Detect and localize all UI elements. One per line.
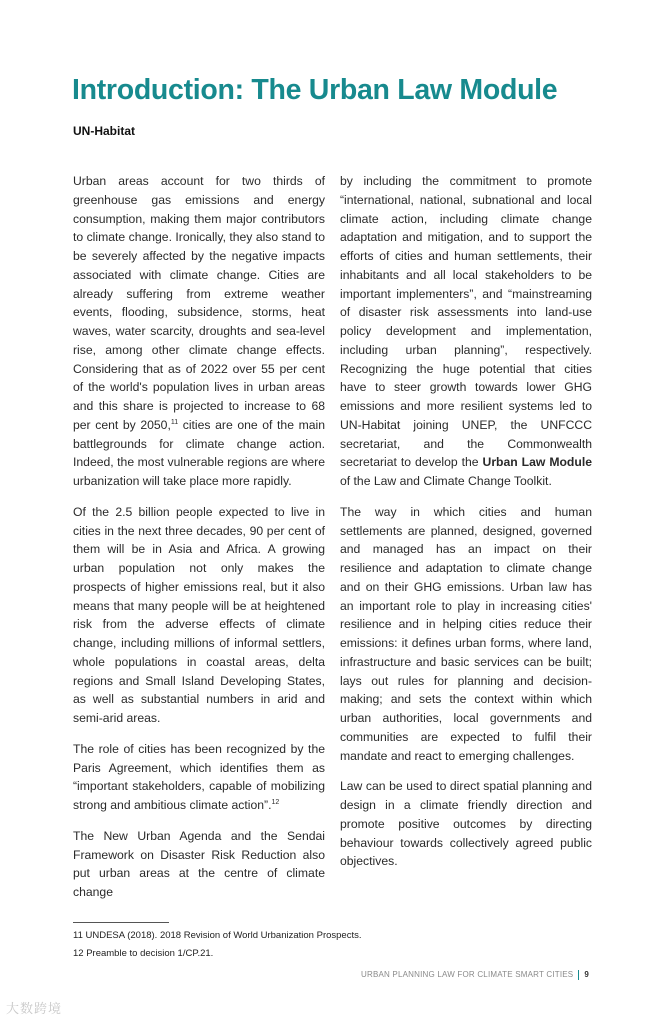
emphasis: Urban Law Module	[482, 455, 592, 470]
paragraph: The New Urban Agenda and the Sendai Framework on Disaster Risk Reduction also put urban areas at the centre of climate change	[73, 828, 325, 899]
paragraph: by including the commitment to promote “international, national, subnational and local climate action, including climate change adaptation and mitigation, and to support the efforts of cities and human settlements, their inhabitants and all local stakeholders to be important implementers”, and “mainstreaming of disaster risk assessments into land-use policy development and implementation, including urban planning”, respectively. Recognizing the huge potential that cities have to steer growth towards lower GHG emissions and more resilient systems led to UN-Habitat joining UNEP, the UNFCCC secretariat, and the Commonwealth secretariat to develop the Urban Law Module of the Law and Climate Change Toolkit.	[340, 174, 592, 488]
footnote-ref[interactable]: 12	[271, 798, 280, 806]
page-footer	[72, 969, 592, 981]
paragraph: Urban areas account for two thirds of greenhouse gas emissions and energy consumption, making them major contributors to climate change. Ironically, they also stand to be severely affected by the negative impacts associated with climate change. Cities are already suffering from extreme weather events, flooding, subsidence, storms, heat waves, water scarcity, droughts and sea-level rise, among other climate change effects. Considering that as of 2022 over 55 per cent of the world's population lives in urban areas and this share is projected to increase to 68 per cent by 2050,11 cities are one of the main battlegrounds for climate change action. Indeed, the most vulnerable regions are where urbanization will take place more rapidly.	[73, 174, 325, 488]
footnote: 12 Preamble to decision 1/CP.21.	[73, 947, 214, 959]
footnotes	[72, 923, 592, 963]
page-title: Introduction: The Urban Law Module	[72, 74, 558, 106]
footnote-ref[interactable]: 11	[170, 418, 179, 426]
body-columns	[73, 172, 592, 914]
paragraph: The role of cities has been recognized by the Paris Agreement, which identifies them as “important stakeholders, capable of mobilizing strong and ambitious climate action”.$^{12}$	[73, 741, 325, 812]
page-number: 9	[584, 969, 589, 979]
author: UN-Habitat	[73, 124, 135, 138]
paragraph: Law can be used to direct spatial planning and design in a climate friendly direction and promote positive outcomes by directing behaviour towards collectively agreed public objectives.	[340, 779, 592, 869]
running-title: URBAN PLANNING LAW FOR CLIMATE SMART CITIES	[361, 969, 574, 979]
footer-divider	[578, 970, 579, 980]
watermark: 大数跨境	[6, 1000, 63, 1016]
footnote: 11 UNDESA (2018). 2018 Revision of World Urbanization Prospects.	[73, 929, 362, 941]
paragraph: Of the 2.5 billion people expected to live in cities in the next three decades, 90 per cent of them will be in Asia and Africa. A growing urban population not only makes the prospects of higher emissions real, but it also means that many people will be at heightened risk from the adverse effects of climate change, including millions of informal settlers, whole populations in coastal areas, delta regions and Small Island Developing States, as well as substantial numbers in arid and semi-arid areas.	[73, 504, 325, 725]
paragraph: The way in which cities and human settlements are planned, designed, governed and managed has an impact on their resilience and adaptation to climate change and on their GHG emissions. Urban law has an important role to play in increasing cities' resilience and in helping cities reduce their emissions: it defines urban forms, where land, infrastructure and basic services can be built; lays out rules for planning and decision-making; and sets the context within which urban authorities, local governments and communities are expected to fulfil their mandate and react to emerging challenges.	[340, 504, 592, 763]
left-column	[73, 172, 325, 914]
right-column	[340, 172, 592, 883]
